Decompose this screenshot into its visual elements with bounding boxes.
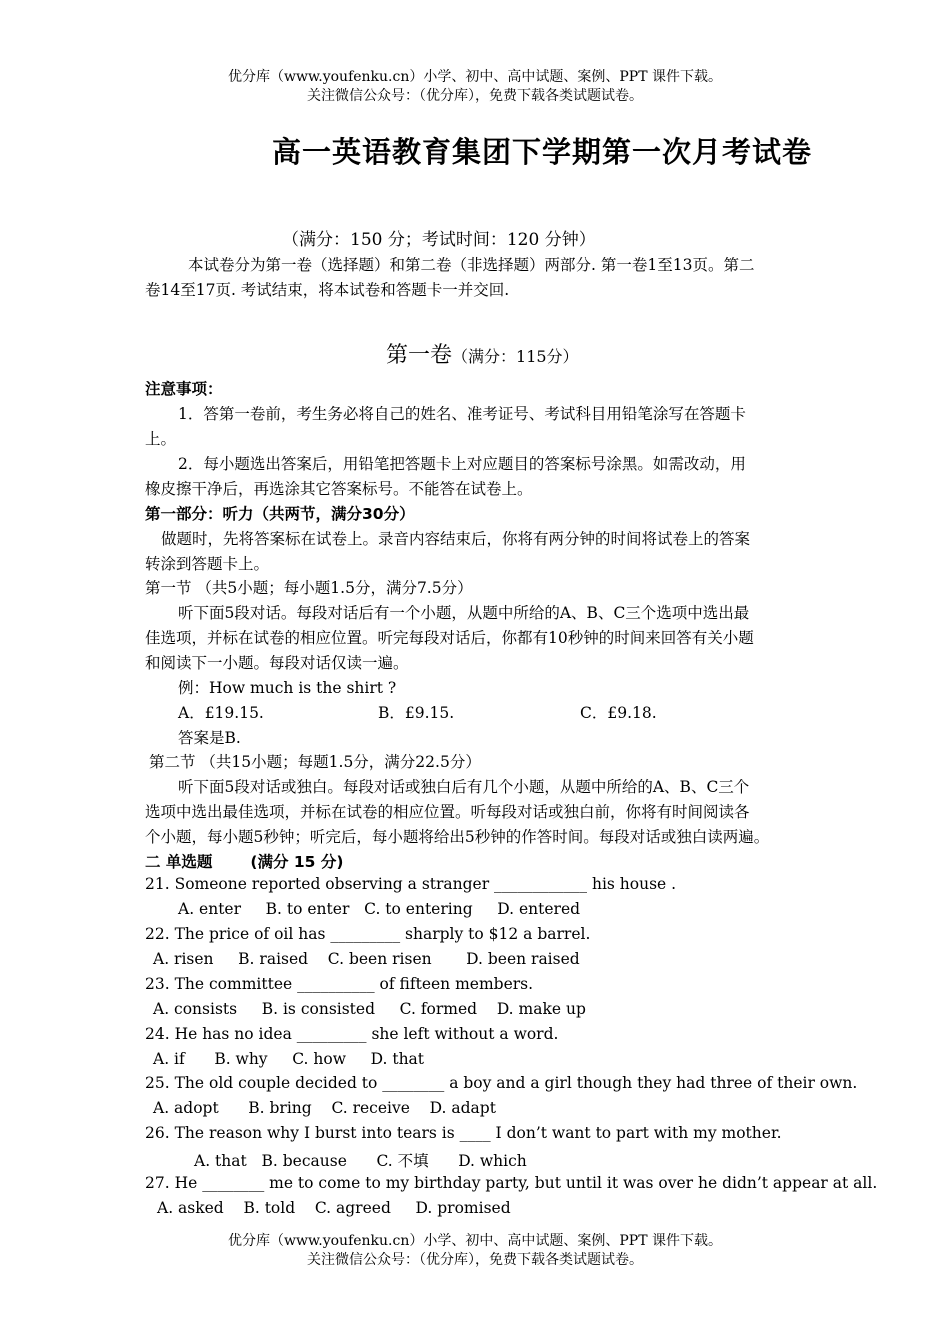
section2-line-c: 个小题，每小题5秒钟；听完后，每小题将给出5秒钟的作答时间。每段对话或独白读两遍。	[145, 828, 770, 846]
question-21-options	[178, 900, 580, 918]
notice-1a: 1．答第一卷前，考生务必将自己的姓名、准考证号、考试科目用铅笔涂写在答题卡	[178, 405, 746, 423]
question-24: 24. He has no idea _________ she left without a word.	[145, 1025, 559, 1043]
option-b: B. to enter	[265, 900, 350, 918]
question-26: 26. The reason why I burst into tears is ____ I don’t want to part with my mother.	[145, 1124, 782, 1142]
option-d: D. that	[370, 1050, 425, 1068]
question-25-options	[153, 1099, 496, 1117]
option-d: D. adapt	[429, 1099, 496, 1117]
mc-score: (满分 15 分)	[250, 853, 344, 871]
option-a: A. if	[153, 1050, 185, 1068]
option-b: B. bring	[248, 1099, 312, 1117]
exam-intro-line-1: 本试卷分为第一卷（选择题）和第二卷（非选择题）两部分. 第一卷1至13页。第二	[188, 256, 755, 274]
listening-title: 第一部分：听力（共两节，满分30分）	[145, 505, 415, 523]
question-26-options	[194, 1149, 527, 1171]
question-27-options	[157, 1199, 511, 1217]
listening-intro-b: 转涂到答题卡上。	[145, 555, 270, 573]
section2-line-a: 听下面5段对话或独白。每段对话或独白后有几个小题，从题中所给的A、B、C三个	[178, 778, 750, 796]
example-option-c: C．£9.18.	[580, 704, 657, 722]
part1-heading-text: 第一卷	[386, 343, 453, 368]
option-d: D. promised	[415, 1199, 511, 1217]
exam-subtitle: （满分：150 分；考试时间：120 分钟）	[282, 230, 596, 250]
option-d: D. entered	[497, 900, 581, 918]
section2-title: 第二节 （共15小题；每题1.5分，满分22.5分）	[149, 753, 481, 771]
option-d: D. been raised	[466, 950, 580, 968]
exam-title: 高一英语教育集团下学期第一次月考试卷	[272, 135, 813, 169]
option-c: C. been risen	[327, 950, 432, 968]
option-c: C. formed	[399, 1000, 478, 1018]
example-option-b: B．£9.15.	[378, 704, 455, 722]
section1-line-b: 佳选项，并标在试卷的相应位置。听完每段对话后，你都有10秒钟的时间来回答有关小题	[145, 629, 754, 647]
footer-line-2: 关注微信公众号：（优分库），免费下载各类试题试卷。	[307, 1252, 643, 1268]
notice-2a: 2．每小题选出答案后，用铅笔把答题卡上对应题目的答案标号涂黑。如需改动，用	[178, 455, 746, 473]
option-a: A. consists	[153, 1000, 238, 1018]
mc-title-text: 二 单选题	[145, 853, 213, 871]
option-a: A. that	[194, 1152, 247, 1170]
option-c: C. to entering	[364, 900, 473, 918]
option-c: C. 不填	[376, 1152, 429, 1170]
option-b: B. because	[261, 1152, 347, 1170]
option-c: C. receive	[331, 1099, 410, 1117]
option-d: D. which	[458, 1152, 527, 1170]
question-25: 25. The old couple decided to ________ a boy and a girl though they had three of their own.	[145, 1074, 858, 1092]
option-a: A. asked	[157, 1199, 224, 1217]
section2-line-b: 选项中选出最佳选项，并标在试卷的相应位置。听每段对话或独白前，你将有时间阅读各	[145, 803, 750, 821]
question-27: 27. He ________ me to come to my birthday party, but until it was over he didn’t appear at all.	[145, 1174, 878, 1192]
option-c: C. agreed	[314, 1199, 391, 1217]
question-22-options	[153, 950, 580, 968]
option-b: B. is consisted	[261, 1000, 376, 1018]
section1-title: 第一节 （共5小题；每小题1.5分，满分7.5分）	[145, 579, 473, 597]
header-line-2: 关注微信公众号：（优分库），免费下载各类试题试卷。	[307, 88, 643, 104]
option-a: A. adopt	[153, 1099, 219, 1117]
option-a: A. enter	[178, 900, 242, 918]
question-21: 21. Someone reported observing a stranger ____________ his house .	[145, 875, 677, 893]
question-23-options	[153, 1000, 586, 1018]
option-b: B. why	[214, 1050, 268, 1068]
section1-line-c: 和阅读下一小题。每段对话仅读一遍。	[145, 654, 409, 672]
header-line-1: 优分库（www.youfenku.cn）小学、初中、高中试题、案例、PPT 课件下载。	[227, 69, 722, 85]
example-option-a: A．£19.15.	[178, 704, 264, 722]
notice-2b: 橡皮擦干净后，再选涂其它答案标号。不能答在试卷上。	[145, 480, 533, 498]
option-a: A. risen	[153, 950, 214, 968]
question-23: 23. The committee __________ of fifteen members.	[145, 975, 534, 993]
section1-line-a: 听下面5段对话。每段对话后有一个小题，从题中所给的A、B、C三个选项中选出最	[178, 604, 750, 622]
notice-title: 注意事项：	[145, 380, 223, 398]
question-24-options	[153, 1050, 424, 1068]
notice-1b: 上。	[145, 430, 177, 448]
part1-heading	[386, 338, 579, 369]
question-22: 22. The price of oil has _________ sharply to $12 a barrel.	[145, 925, 591, 943]
example-answer: 答案是B.	[178, 729, 241, 747]
example-question: 例：How much is the shirt ?	[178, 679, 397, 697]
exam-intro-line-2: 卷14至17页. 考试结束，将本试卷和答题卡一并交回.	[145, 281, 510, 299]
option-b: B. raised	[238, 950, 309, 968]
listening-intro-a: 做题时，先将答案标在试卷上。录音内容结束后，你将有两分钟的时间将试卷上的答案	[161, 530, 751, 548]
option-c: C. how	[292, 1050, 346, 1068]
option-d: D. make up	[496, 1000, 586, 1018]
option-b: B. told	[243, 1199, 296, 1217]
part1-heading-note: （满分：115分）	[452, 347, 579, 366]
footer-line-1: 优分库（www.youfenku.cn）小学、初中、高中试题、案例、PPT 课件下载。	[227, 1233, 722, 1249]
mc-title	[145, 850, 343, 872]
